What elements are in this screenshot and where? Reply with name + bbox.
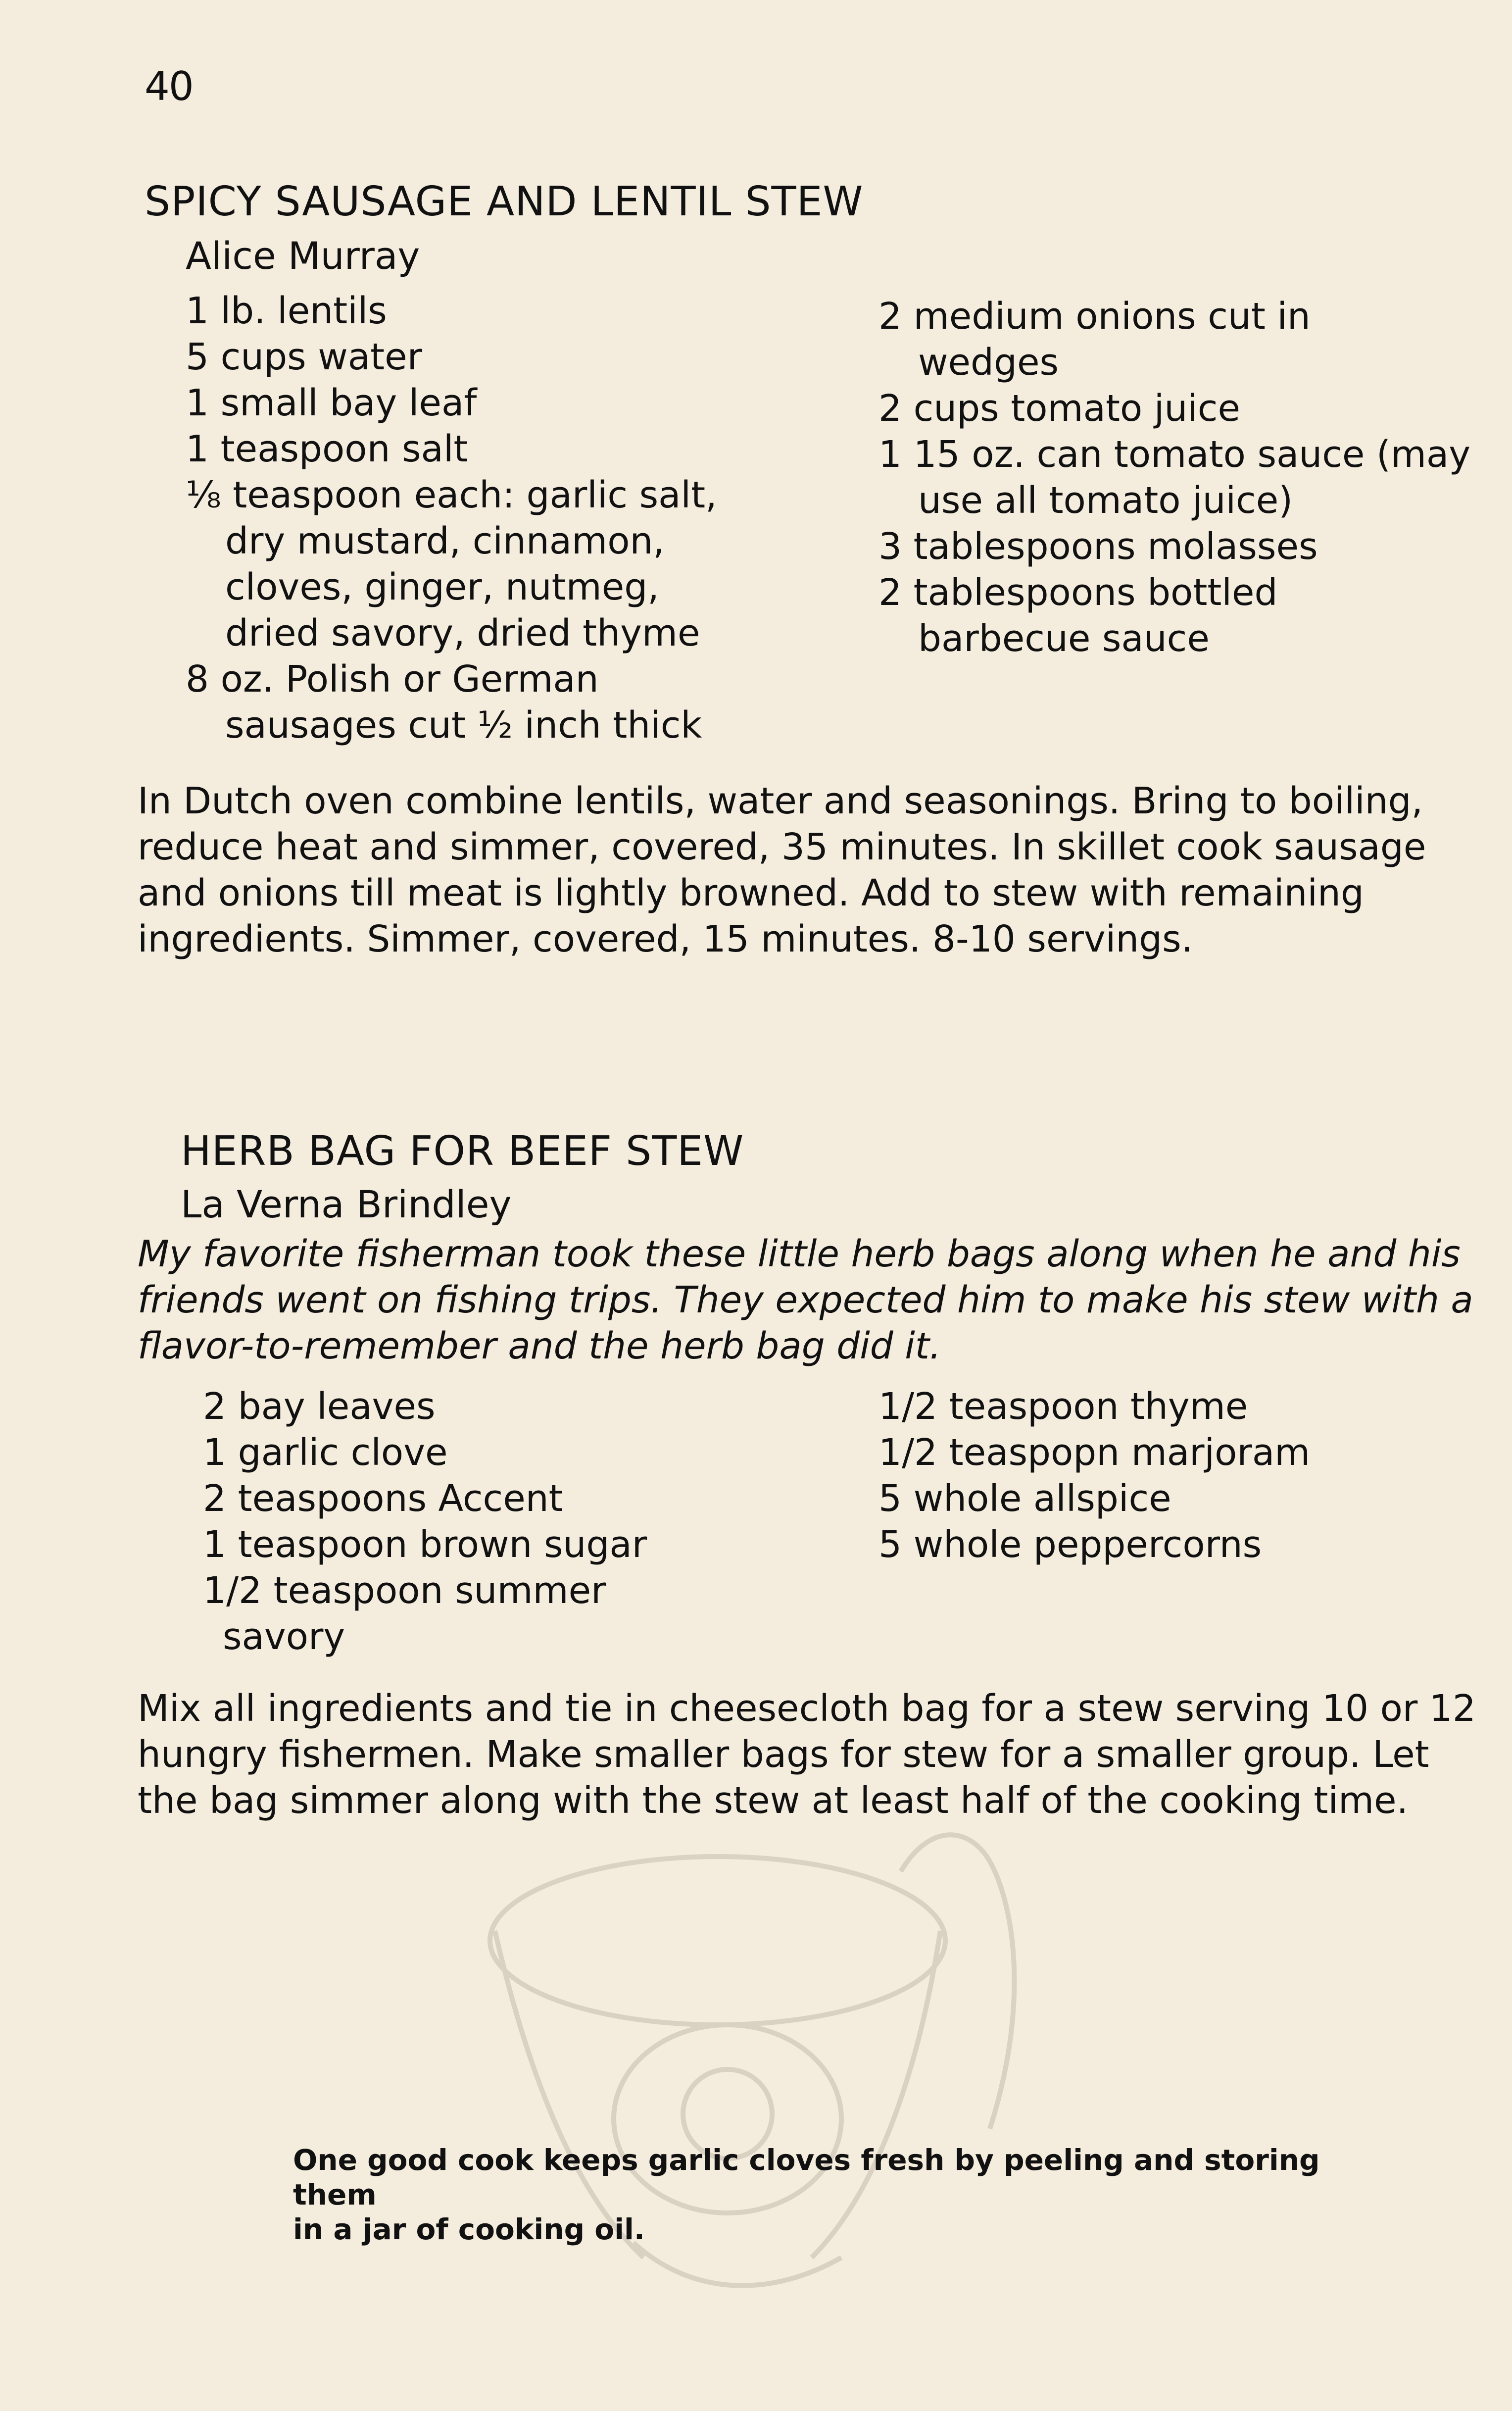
ingredient: 2 bay leaves	[203, 1385, 436, 1428]
direction-line: In Dutch oven combine lentils, water and seasonings. Bring to boiling,	[138, 780, 1423, 822]
ingredient: wedges	[918, 341, 1059, 384]
tip-line: in a jar of cooking oil.	[293, 2212, 645, 2246]
recipe-title: HERB BAG FOR BEEF STEW	[181, 1128, 744, 1175]
intro-line: flavor-to-remember and the herb bag did it.	[138, 1325, 941, 1367]
ingredient: 1/2 teaspopn marjoram	[878, 1431, 1311, 1474]
page-number: 40	[145, 63, 193, 109]
cooking-tip	[293, 2143, 1337, 2247]
ingredient: 1 lb. lentils	[186, 290, 387, 332]
ingredient: 5 whole allspice	[878, 1477, 1171, 1520]
recipe-author: La Verna Brindley	[181, 1182, 512, 1226]
ingredient: 2 tablespoons bottled	[878, 571, 1278, 614]
ingredient-list-right	[878, 1384, 1423, 1568]
ingredient: 2 cups tomato juice	[878, 387, 1241, 430]
ingredient: 1/2 teaspoon thyme	[878, 1385, 1248, 1428]
ingredient: 1 teaspoon salt	[186, 428, 468, 470]
ingredient: savory	[223, 1615, 345, 1658]
ingredient: 5 cups water	[186, 336, 423, 378]
ingredient-list-left	[186, 288, 737, 749]
ingredient: dry mustard, cinnamon,	[225, 520, 665, 562]
direction-line: ingredients. Simmer, covered, 15 minutes. 8-10 servings.	[138, 918, 1193, 960]
ingredient: dried savory, dried thyme	[225, 612, 700, 654]
recipe-intro	[138, 1231, 1473, 1369]
direction-line: and onions till meat is lightly browned. Add to stew with remaining	[138, 872, 1364, 914]
ingredient: 1 garlic clove	[203, 1431, 448, 1474]
ingredient: ⅛ teaspoon each: garlic salt,	[186, 474, 717, 516]
direction-line: hungry fishermen. Make smaller bags for stew for a smaller group. Let	[138, 1733, 1429, 1776]
ingredient: 8 oz. Polish or German	[186, 658, 599, 701]
direction-line: Mix all ingredients and tie in cheesecloth bag for a stew serving 10 or 12	[138, 1687, 1476, 1730]
recipe-directions	[138, 1686, 1476, 1824]
ingredient-list-left	[203, 1384, 723, 1660]
ingredient: 1/2 teaspoon summer	[203, 1569, 606, 1612]
ingredient: 1 15 oz. can tomato sauce (may	[878, 433, 1471, 476]
recipe-author: Alice Murray	[186, 234, 420, 278]
ingredient: cloves, ginger, nutmeg,	[225, 566, 659, 608]
ingredient: barbecue sauce	[918, 617, 1210, 660]
intro-line: friends went on fishing trips. They expected him to make his stew with a	[138, 1279, 1473, 1321]
ingredient: use all tomato juice)	[918, 479, 1293, 522]
recipe-directions	[138, 778, 1449, 962]
direction-line: reduce heat and simmer, covered, 35 minutes. In skillet cook sausage	[138, 826, 1426, 868]
recipe-title: SPICY SAUSAGE AND LENTIL STEW	[145, 178, 864, 225]
ingredient-list-right	[878, 294, 1471, 662]
ingredient: 2 teaspoons Accent	[203, 1477, 563, 1520]
ingredient: 2 medium onions cut in	[878, 295, 1311, 338]
tip-line: One good cook keeps garlic cloves fresh by peeling and storing them	[293, 2143, 1320, 2211]
ingredient: 1 small bay leaf	[186, 382, 477, 424]
direction-line: the bag simmer along with the stew at least half of the cooking time.	[138, 1779, 1409, 1822]
intro-line: My favorite fisherman took these little herb bags along when he and his	[138, 1233, 1461, 1275]
ingredient: sausages cut ½ inch thick	[225, 704, 702, 747]
ingredient: 5 whole peppercorns	[878, 1523, 1262, 1566]
ingredient: 1 teaspoon brown sugar	[203, 1523, 647, 1566]
ingredient: 3 tablespoons molasses	[878, 525, 1318, 568]
